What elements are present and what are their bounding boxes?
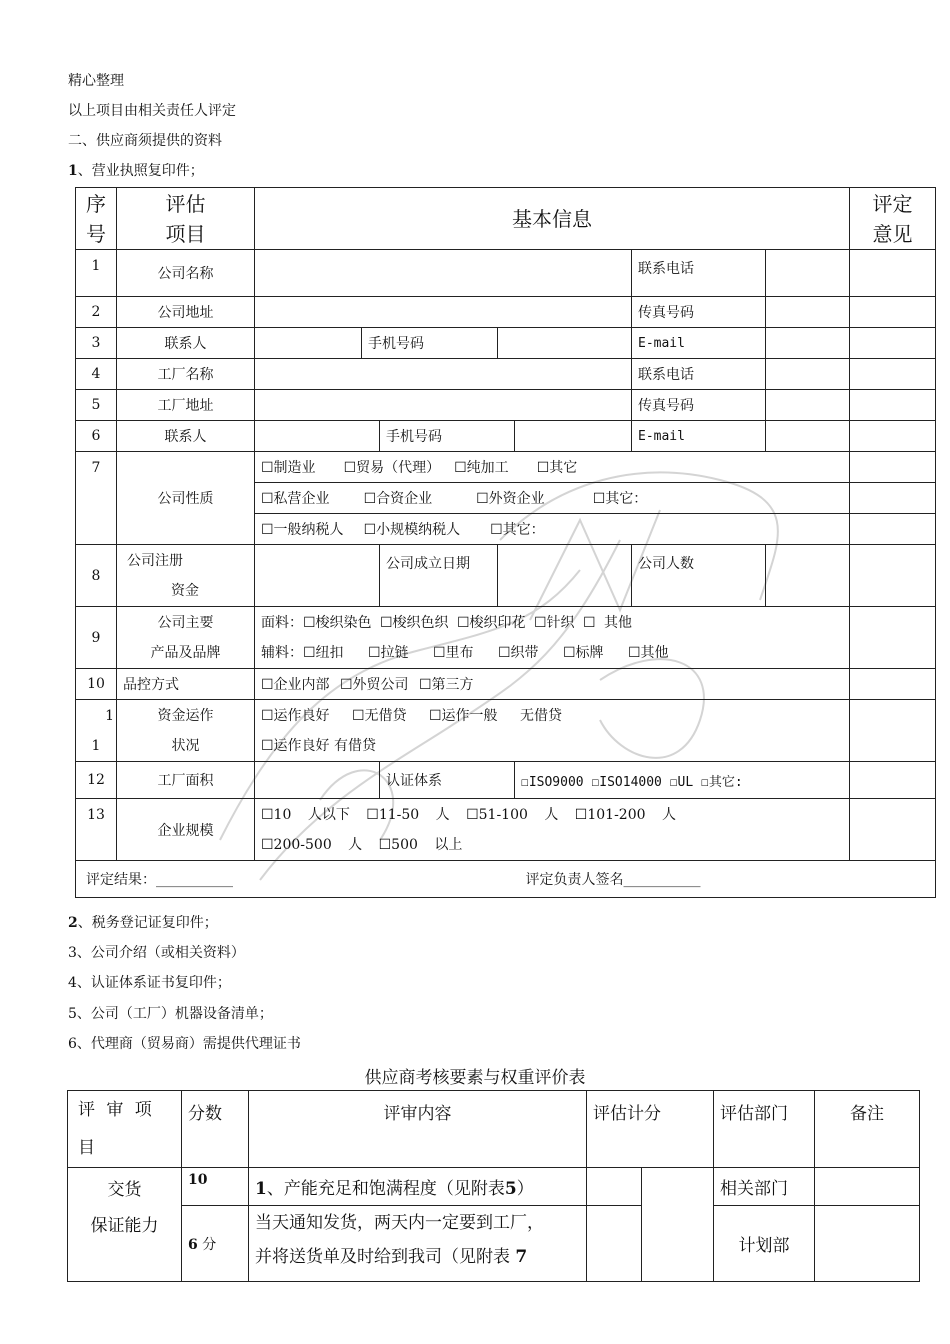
content-text-close: ） [516, 1179, 534, 1199]
opinion-cell[interactable] [850, 390, 936, 421]
headcount-value[interactable] [766, 545, 850, 607]
content-appendix-number: 7 [515, 1247, 528, 1267]
opinion-cell[interactable] [850, 700, 936, 762]
checkbox-processing[interactable]: ☐纯加工 [454, 460, 509, 476]
row-number: 5 [76, 390, 117, 421]
registered-capital-value[interactable] [255, 545, 380, 607]
checkbox-trade[interactable]: ☐贸易（代理） [343, 460, 441, 476]
row-number: 8 [76, 545, 117, 607]
field-label-factory-address: 工厂地址 [117, 390, 255, 421]
field-label-phone: 联系电话 [632, 250, 766, 297]
field-label-qc-method: 品控方式 [117, 669, 255, 700]
row-number: 4 [76, 359, 117, 390]
evaluator-signature-label[interactable]: 评定负责人签名___________ [525, 872, 701, 888]
intro-note: 以上项目由相关责任人评定 [68, 103, 236, 119]
field-label-factory-area: 工厂面积 [117, 762, 255, 799]
contact-value[interactable] [255, 421, 380, 452]
header-item: 评估项目 [117, 188, 255, 250]
email-value[interactable] [766, 421, 850, 452]
checkbox-other[interactable]: ☐其它： [592, 491, 648, 507]
phone-value[interactable] [766, 250, 850, 297]
list-item-5: 5、公司（工厂）机器设备清单； [68, 1006, 273, 1022]
section-heading: 二、供应商须提供的资料 [68, 133, 222, 149]
company-type-options-3[interactable] [255, 514, 850, 545]
header-score: 分数 [182, 1091, 249, 1168]
fund-status-line[interactable]: ☐运作良好 有借贷 [261, 737, 377, 754]
header-review-content: 评审内容 [249, 1091, 587, 1168]
opinion-cell[interactable] [850, 359, 936, 390]
field-label-registered-capital [117, 545, 255, 607]
factory-area-value[interactable] [255, 762, 380, 799]
founded-date-value[interactable] [498, 545, 632, 607]
list-item-3: 3、公司介绍（或相关资料） [68, 945, 245, 961]
header-note: 备注 [815, 1091, 920, 1168]
supplier-info-table [75, 187, 936, 898]
company-address-value[interactable] [255, 297, 632, 328]
opinion-cell[interactable] [850, 514, 936, 545]
mobile-value[interactable] [515, 421, 632, 452]
row-number-part: 1 [105, 707, 114, 724]
label-line: 保证能力 [90, 1216, 159, 1236]
row-number-part: 1 [91, 737, 101, 754]
row-number: 6 [76, 421, 117, 452]
row-number [76, 700, 117, 762]
field-label-fax: 传真号码 [632, 297, 766, 328]
evaluation-result-label[interactable]: 评定结果：___________ [86, 872, 233, 888]
list-item-1 [68, 160, 204, 180]
field-label-fund-status [117, 700, 255, 762]
checkbox-joint-venture[interactable]: ☐合资企业 [363, 491, 433, 507]
scale-options-line[interactable]: ☐200-500 人 ☐500 以上 [261, 836, 463, 853]
review-content [249, 1206, 587, 1282]
checkbox-general-taxpayer[interactable]: ☐一般纳税人 [261, 522, 344, 538]
scale-options-line[interactable]: ☐10 人以下 ☐11-50 人 ☐51-100 人 ☐101-200 人 [261, 806, 676, 823]
opinion-cell[interactable] [850, 799, 936, 861]
checkbox-small-taxpayer[interactable]: ☐小规模纳税人 [363, 522, 461, 538]
content-line [255, 1240, 580, 1274]
company-name-value[interactable] [255, 250, 632, 297]
opinion-cell[interactable] [850, 452, 936, 483]
eval-score-cell[interactable] [587, 1168, 642, 1206]
header-opinion: 评定意见 [850, 188, 936, 250]
company-scale-options[interactable] [255, 799, 850, 861]
eval-score-cell[interactable] [642, 1168, 714, 1282]
score-number: 6 [188, 1236, 198, 1253]
score-unit: 分 [202, 1236, 217, 1253]
qc-method-options[interactable]: ☐企业内部 ☐外贸公司 ☐第三方 [255, 669, 850, 700]
eval-dept: 计划部 [714, 1206, 815, 1282]
header-review-item-text: 评 审 项 目 [78, 1100, 155, 1158]
header-review-item [68, 1091, 182, 1168]
note-cell[interactable] [815, 1168, 920, 1206]
fax-value[interactable] [766, 390, 850, 421]
field-label-main-products [117, 607, 255, 669]
opinion-cell[interactable] [850, 421, 936, 452]
field-label-phone: 联系电话 [632, 359, 766, 390]
list-item-2 [68, 912, 218, 932]
field-label-mobile: 手机号码 [380, 421, 515, 452]
field-label-mobile: 手机号码 [362, 328, 498, 359]
field-label-company-type: 公司性质 [117, 452, 255, 545]
content-text: 并将送货单及时给到我司（见附表 [255, 1247, 510, 1267]
content-number: 1 [255, 1179, 267, 1199]
field-label-email: E-mail [632, 328, 766, 359]
fund-status-line[interactable]: ☐运作良好 ☐无借贷 ☐运作一般 无借贷 [261, 707, 563, 724]
field-label-company-address: 公司地址 [117, 297, 255, 328]
label-line: 产品及品牌 [150, 644, 221, 661]
fabric-options[interactable]: 面料：☐梭织染色 ☐梭织色织 ☐梭织印花 ☐针织 ☐ 其他 [261, 614, 633, 631]
fund-status-options[interactable] [255, 700, 850, 762]
row-number: 2 [76, 297, 117, 328]
label-line: 资金 [171, 582, 199, 599]
main-products-options[interactable] [255, 607, 850, 669]
field-label-contact: 联系人 [117, 421, 255, 452]
field-label-email: E-mail [632, 421, 766, 452]
mobile-value[interactable] [498, 328, 632, 359]
header-eval-score: 评估计分 [587, 1091, 714, 1168]
checkbox-foreign[interactable]: ☐外资企业 [476, 491, 545, 507]
checkbox-private[interactable]: ☐私营企业 [261, 491, 330, 507]
header-basic-info: 基本信息 [255, 188, 850, 250]
label-line: 交货 [107, 1180, 142, 1200]
list-item-text: 、营业执照复印件； [77, 163, 204, 179]
opinion-cell[interactable] [850, 545, 936, 607]
list-item-6: 6、代理商（贸易商）需提供代理证书 [68, 1036, 301, 1052]
review-content [249, 1168, 587, 1206]
content-appendix-number: 5 [504, 1179, 517, 1199]
opinion-cell[interactable] [850, 328, 936, 359]
row-number: 1 [76, 250, 117, 297]
label-line: 公司主要 [157, 614, 214, 631]
field-label-company-name: 公司名称 [117, 250, 255, 297]
score-value [182, 1206, 249, 1282]
field-label-fax: 传真号码 [632, 390, 766, 421]
email-value[interactable] [766, 328, 850, 359]
checkbox-manufacturing[interactable]: ☐制造业 [261, 460, 316, 476]
factory-name-value[interactable] [255, 359, 632, 390]
list-item-number: 2 [68, 915, 78, 931]
eval-dept: 相关部门 [714, 1168, 815, 1206]
field-label-contact: 联系人 [117, 328, 255, 359]
contact-value[interactable] [255, 328, 362, 359]
list-item-text: 、税务登记证复印件； [77, 915, 218, 931]
company-type-options-1[interactable] [255, 452, 850, 483]
opinion-cell[interactable] [850, 669, 936, 700]
field-label-headcount: 公司人数 [632, 545, 766, 607]
row-number: 10 [76, 669, 117, 700]
opinion-cell[interactable] [850, 250, 936, 297]
field-label-company-scale: 企业规模 [117, 799, 255, 861]
content-line: 当天通知发货，两天内一定要到工厂， [255, 1213, 544, 1233]
row-number: 12 [76, 762, 117, 799]
accessory-options[interactable]: 辅料：☐纽扣 ☐拉链 ☐里布 ☐织带 ☐标牌 ☐其他 [261, 644, 669, 661]
company-type-options-2[interactable] [255, 483, 850, 514]
opinion-cell[interactable] [850, 297, 936, 328]
score-value: 10 [182, 1168, 249, 1206]
phone-value[interactable] [766, 359, 850, 390]
evaluation-footer [76, 861, 936, 898]
field-label-factory-name: 工厂名称 [117, 359, 255, 390]
list-item-number: 1 [68, 163, 78, 179]
note-cell[interactable] [815, 1206, 920, 1282]
row-number: 3 [76, 328, 117, 359]
header-seq: 序号 [76, 188, 117, 250]
certification-options[interactable]: ☐ISO9000 ☐ISO14000 ☐UL ☐其它: [515, 762, 850, 799]
label-line: 公司注册 [127, 552, 183, 569]
supplier-evaluation-table [67, 1090, 920, 1282]
row-number: 9 [76, 607, 117, 669]
opinion-cell[interactable] [850, 483, 936, 514]
delivery-capability-label [68, 1168, 182, 1282]
row-number: 7 [76, 452, 117, 545]
opinion-cell[interactable] [850, 607, 936, 669]
checkbox-other[interactable]: ☐其它 [536, 460, 578, 476]
header-eval-dept: 评估部门 [714, 1091, 815, 1168]
label-line: 资金运作 [157, 707, 214, 724]
opinion-cell[interactable] [850, 762, 936, 799]
checkbox-other[interactable]: ☐其它： [490, 522, 545, 538]
row-number: 13 [76, 799, 117, 861]
list-item-4: 4、认证体系证书复印件； [68, 975, 231, 991]
field-label-founded-date: 公司成立日期 [380, 545, 498, 607]
page-header-text: 精心整理 [68, 73, 124, 89]
content-text: 、产能充足和饱满程度（见附表 [266, 1179, 505, 1199]
eval-score-cell[interactable] [587, 1206, 642, 1282]
table-2-title: 供应商考核要素与权重评价表 [364, 1068, 586, 1088]
fax-value[interactable] [766, 297, 850, 328]
factory-address-value[interactable] [255, 390, 632, 421]
field-label-certification: 认证体系 [380, 762, 515, 799]
label-line: 状况 [171, 737, 200, 754]
